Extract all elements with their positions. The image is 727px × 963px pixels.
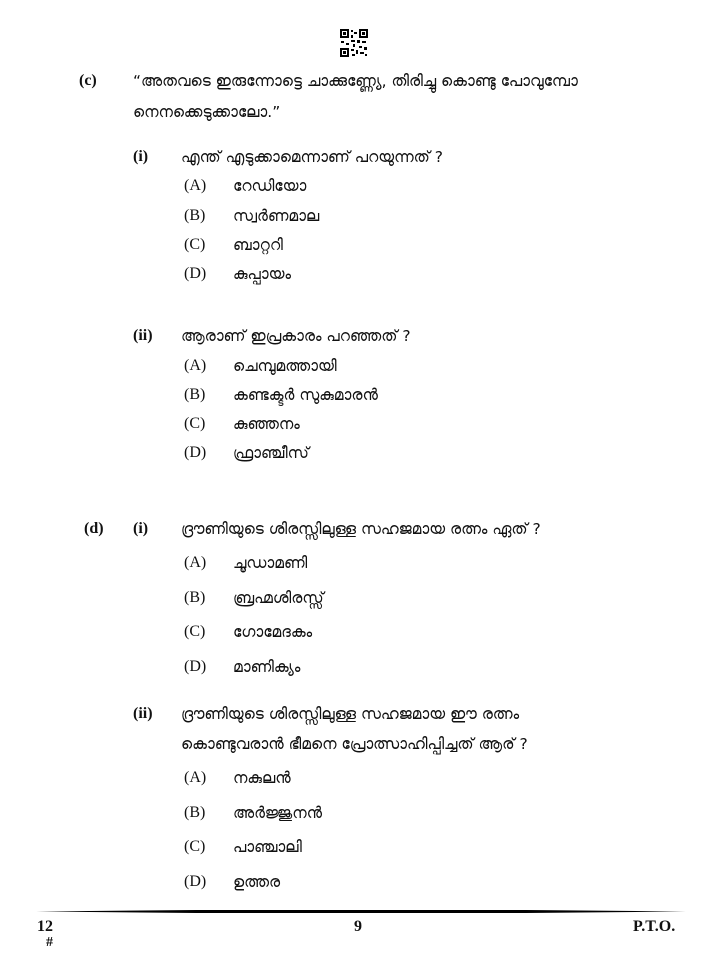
option-key: (A) <box>184 357 207 374</box>
option-key: (B) <box>184 804 206 821</box>
option-text: പാഞ്ചാലി <box>233 838 302 856</box>
option-text: ഫ്രാഞ്ചീസ് <box>233 444 309 462</box>
option-text: ചെമ്പുമത്തായി <box>233 357 337 375</box>
option-key: (C) <box>184 838 206 855</box>
option-text: ഗോമേദകം <box>233 623 313 641</box>
option-key: (D) <box>184 873 207 890</box>
page-number: 9 <box>354 918 362 935</box>
option-text: റേഡിയോ <box>233 177 307 195</box>
option-text: കുഞ്ഞനം <box>233 415 300 433</box>
option-text: അർജ്ജുനൻ <box>233 804 323 822</box>
option-key: (A) <box>184 554 207 571</box>
hash-mark: # <box>46 935 53 950</box>
paper-code: 12 <box>37 918 53 935</box>
question-d-label: (d) <box>84 520 104 537</box>
option-key: (A) <box>184 177 207 194</box>
option-text: നകുലൻ <box>233 769 291 787</box>
option-text: കണ്ടക്ടർ സുകുമാരൻ <box>233 386 378 404</box>
option-text: ഉത്തര <box>233 873 281 891</box>
quote-line-2: നെനക്കെടുക്കാലോ.” <box>133 103 281 121</box>
option-key: (A) <box>184 769 207 786</box>
option-text: കുപ്പായം <box>233 265 291 283</box>
subquestion-c-i-label: (i) <box>133 148 149 165</box>
option-key: (D) <box>184 658 207 675</box>
option-key: (B) <box>184 207 206 224</box>
subquestion-c-ii-text: ആരാണ് ഇപ്രകാരം പറഞ്ഞത് ? <box>181 327 411 345</box>
option-text: ചൂഡാമണി <box>233 554 308 572</box>
quote-line-1: “അതവടെ ഇരുന്നോട്ടെ ചാക്കുണ്ണ്യേ, തിരിച്ചു കൊണ്ടു പോവുമ്പോ <box>133 72 578 90</box>
option-text: ബ്രഹ്മശിരസ്സ് <box>233 589 324 607</box>
subquestion-d-i-label: (i) <box>133 520 149 537</box>
footer-divider <box>36 909 686 914</box>
option-key: (B) <box>184 589 206 606</box>
option-key: (D) <box>184 265 207 282</box>
pto-label: P.T.O. <box>633 918 676 935</box>
subquestion-d-i-text: ദ്രൗണിയുടെ ശിരസ്സിലുള്ള സഹജമായ രത്നം ഏത് ? <box>181 520 541 538</box>
subquestion-c-i-text: എന്ത് എടുക്കാമെന്നാണ് പറയുന്നത് ? <box>181 148 444 166</box>
option-text: ബാറ്ററി <box>233 236 283 254</box>
qr-code <box>339 28 369 58</box>
option-text: സ്വർണമാല <box>233 207 320 225</box>
option-key: (D) <box>184 444 207 461</box>
option-key: (C) <box>184 623 206 640</box>
subquestion-c-ii-label: (ii) <box>133 327 153 344</box>
option-text: മാണിക്യം <box>233 658 301 676</box>
option-key: (C) <box>184 415 206 432</box>
subquestion-d-ii-line-2: കൊണ്ടുവരാൻ ഭീമനെ പ്രോത്സാഹിപ്പിച്ചത് ആര് ? <box>181 735 528 753</box>
question-c-label: (c) <box>79 72 97 89</box>
option-key: (B) <box>184 386 206 403</box>
subquestion-d-ii-line-1: ദ്രൗണിയുടെ ശിരസ്സിലുള്ള സഹജമായ ഈ രത്നം <box>181 705 520 723</box>
option-key: (C) <box>184 236 206 253</box>
subquestion-d-ii-label: (ii) <box>133 705 153 722</box>
